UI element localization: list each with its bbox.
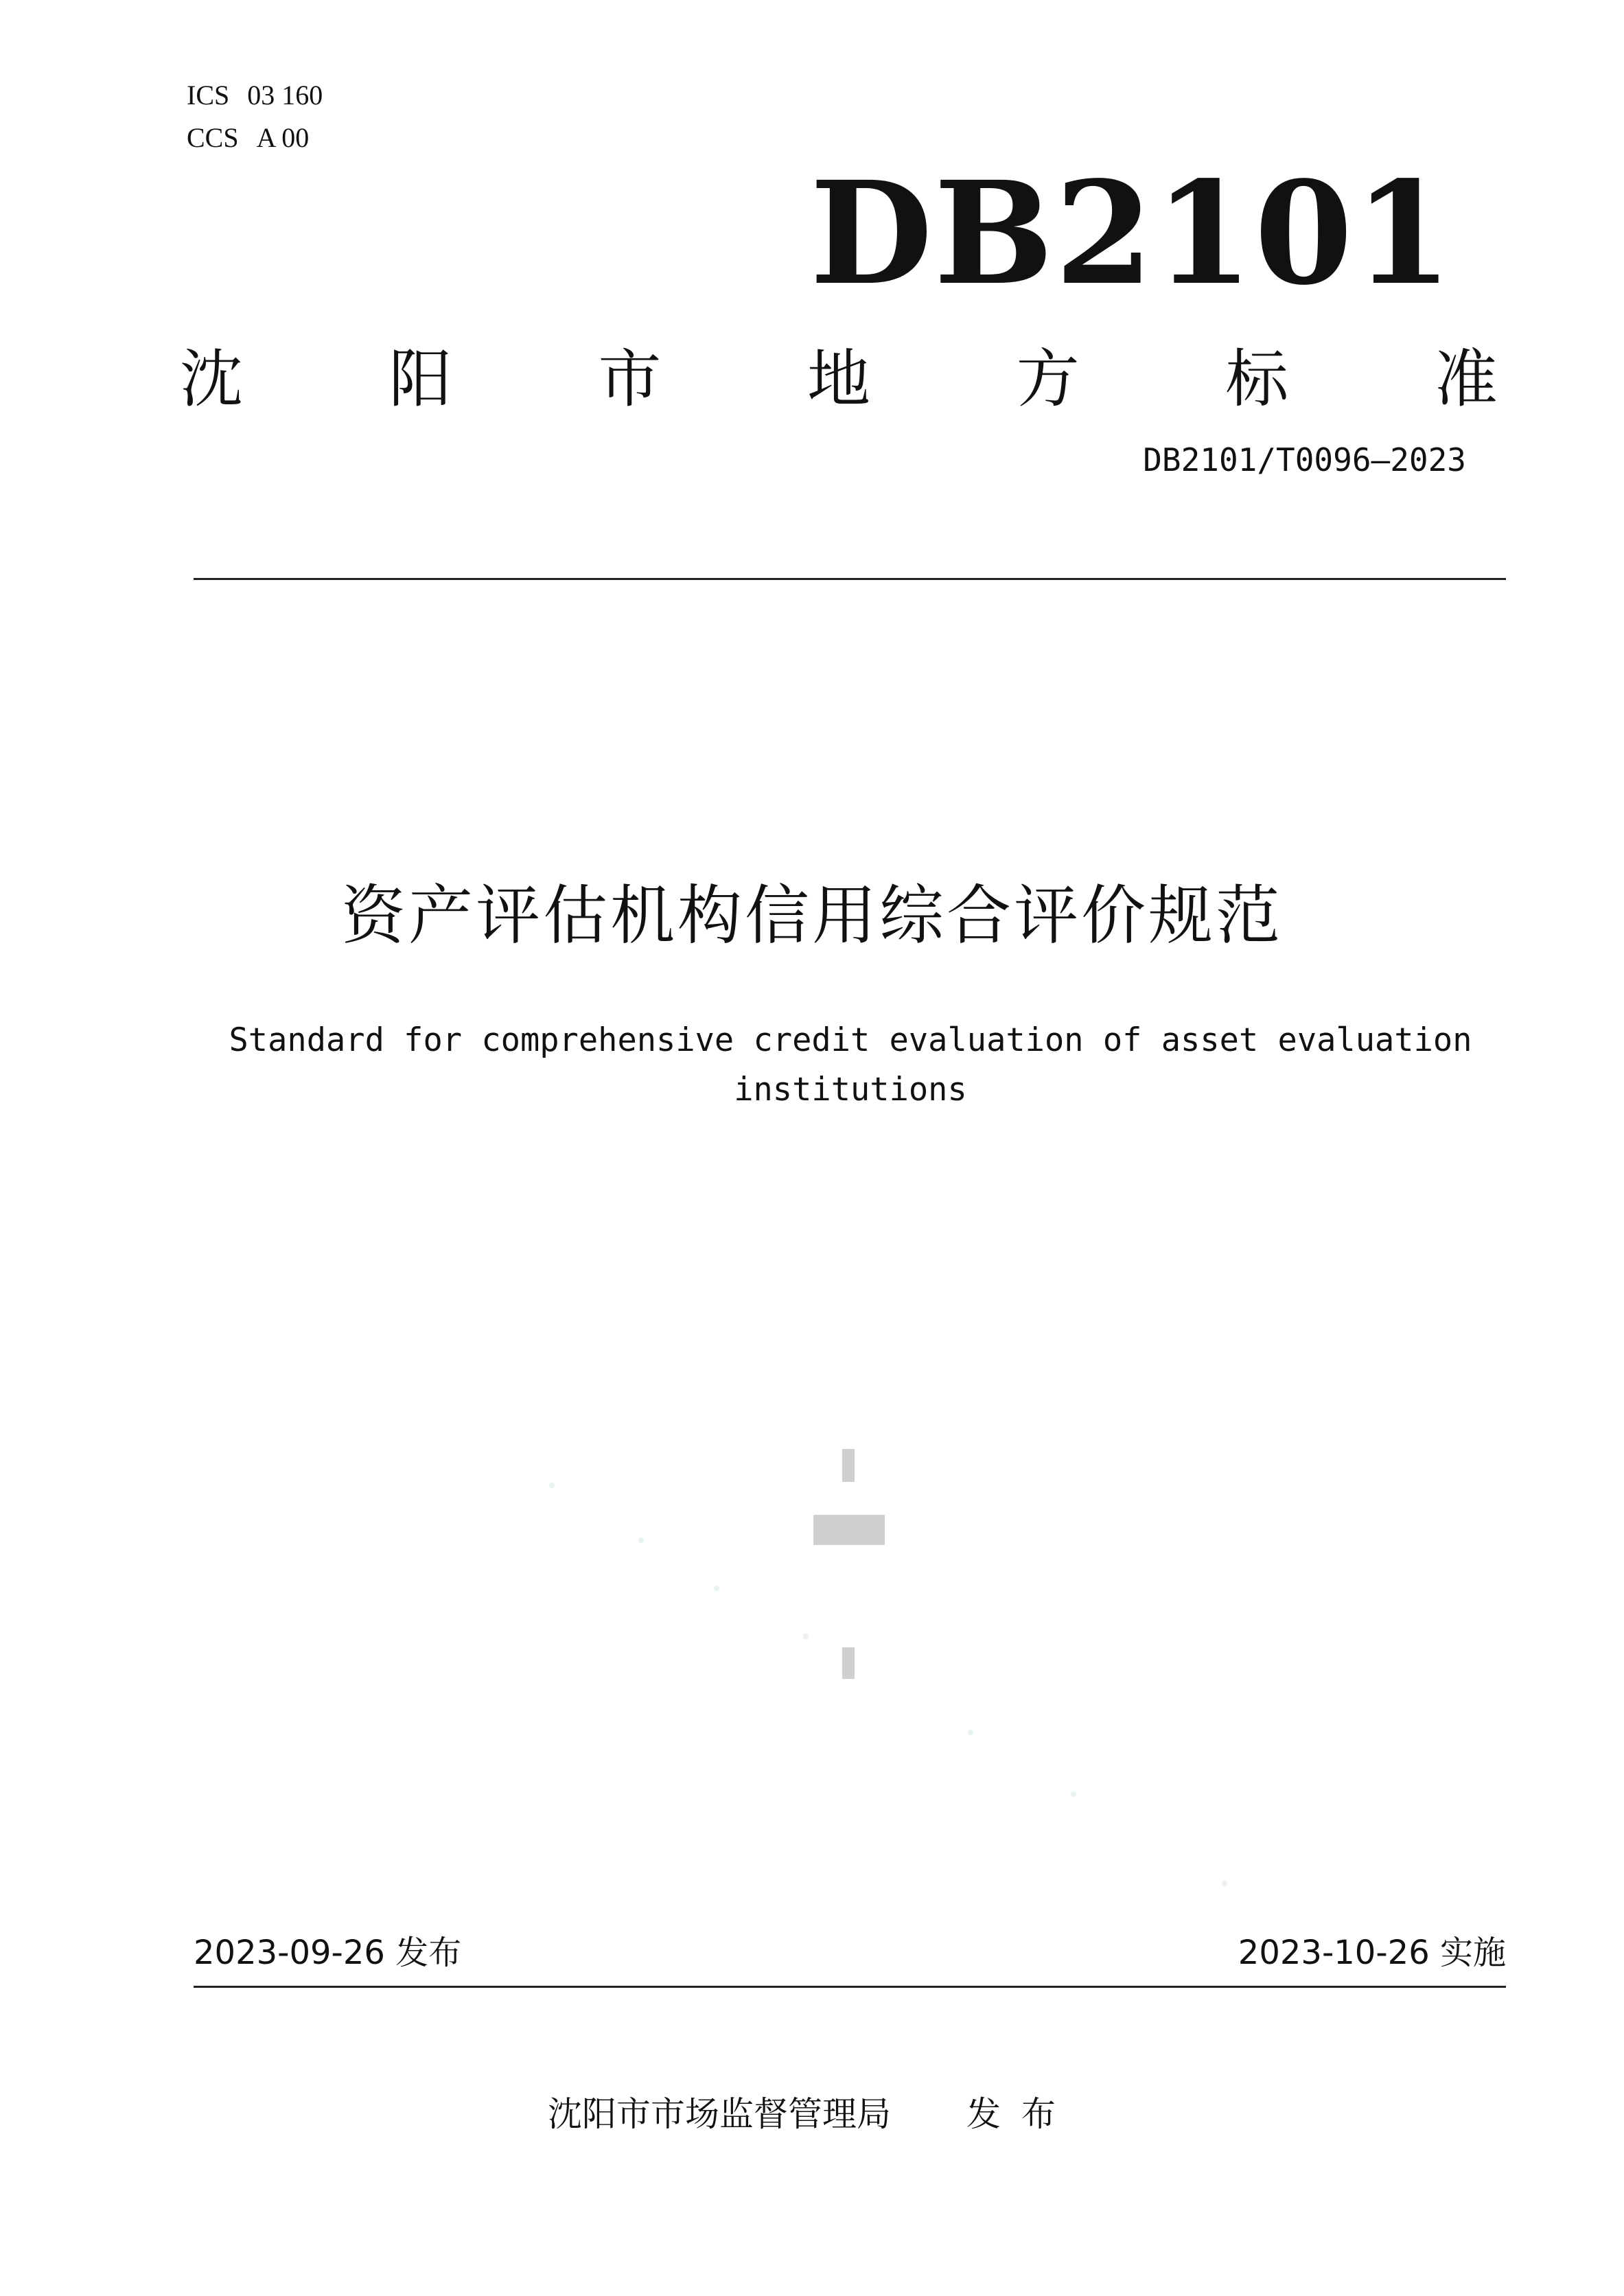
standard-number: DB2101/T0096—2023 [1143, 441, 1466, 478]
category-char: 市 [598, 343, 662, 416]
category-char: 地 [807, 343, 870, 416]
implement-date: 2023-10-26 实施 [1238, 1934, 1506, 1972]
title-english-line: Standard for comprehensive credit evaluation of asset evaluation [229, 1021, 1472, 1059]
classification-codes [187, 74, 323, 159]
db-code-heading: DB2101 [810, 150, 1454, 316]
category-char: 标 [1225, 343, 1289, 416]
category-char: 准 [1434, 343, 1498, 416]
publish-date: 2023-09-26 发布 [194, 1934, 462, 1972]
issuer-name: 沈阳市市场监督管理局 [548, 2094, 891, 2134]
category-char: 阳 [388, 343, 452, 416]
watermark-speck [638, 1538, 644, 1543]
title-chinese: 资产评估机构信用综合评价规范 [340, 879, 1283, 953]
bottom-divider [194, 1986, 1506, 1988]
watermark-speck [1222, 1881, 1227, 1886]
title-english-line: institutions [734, 1071, 967, 1109]
standard-category [180, 329, 1498, 419]
title-english [194, 1016, 1507, 1115]
top-divider [194, 578, 1506, 580]
ics-row [187, 74, 323, 117]
watermark-speck [803, 1634, 809, 1639]
watermark-speck [968, 1730, 973, 1735]
ics-label: ICS [187, 80, 230, 111]
ccs-row [187, 117, 323, 159]
watermark-speck [714, 1586, 719, 1591]
issuer-line [0, 2087, 1624, 2142]
ics-code: 03 160 [247, 80, 323, 111]
issuer-action: 发布 [966, 2094, 1076, 2134]
category-char: 沈 [180, 343, 244, 416]
category-char: 方 [1016, 343, 1080, 416]
watermark-speck [549, 1483, 555, 1488]
placeholder-mark [842, 1449, 855, 1482]
ccs-code: A 00 [256, 122, 310, 153]
placeholder-mark [842, 1647, 855, 1679]
watermark-speck [1071, 1791, 1076, 1797]
ccs-label: CCS [187, 122, 239, 153]
placeholder-mark [813, 1515, 885, 1545]
